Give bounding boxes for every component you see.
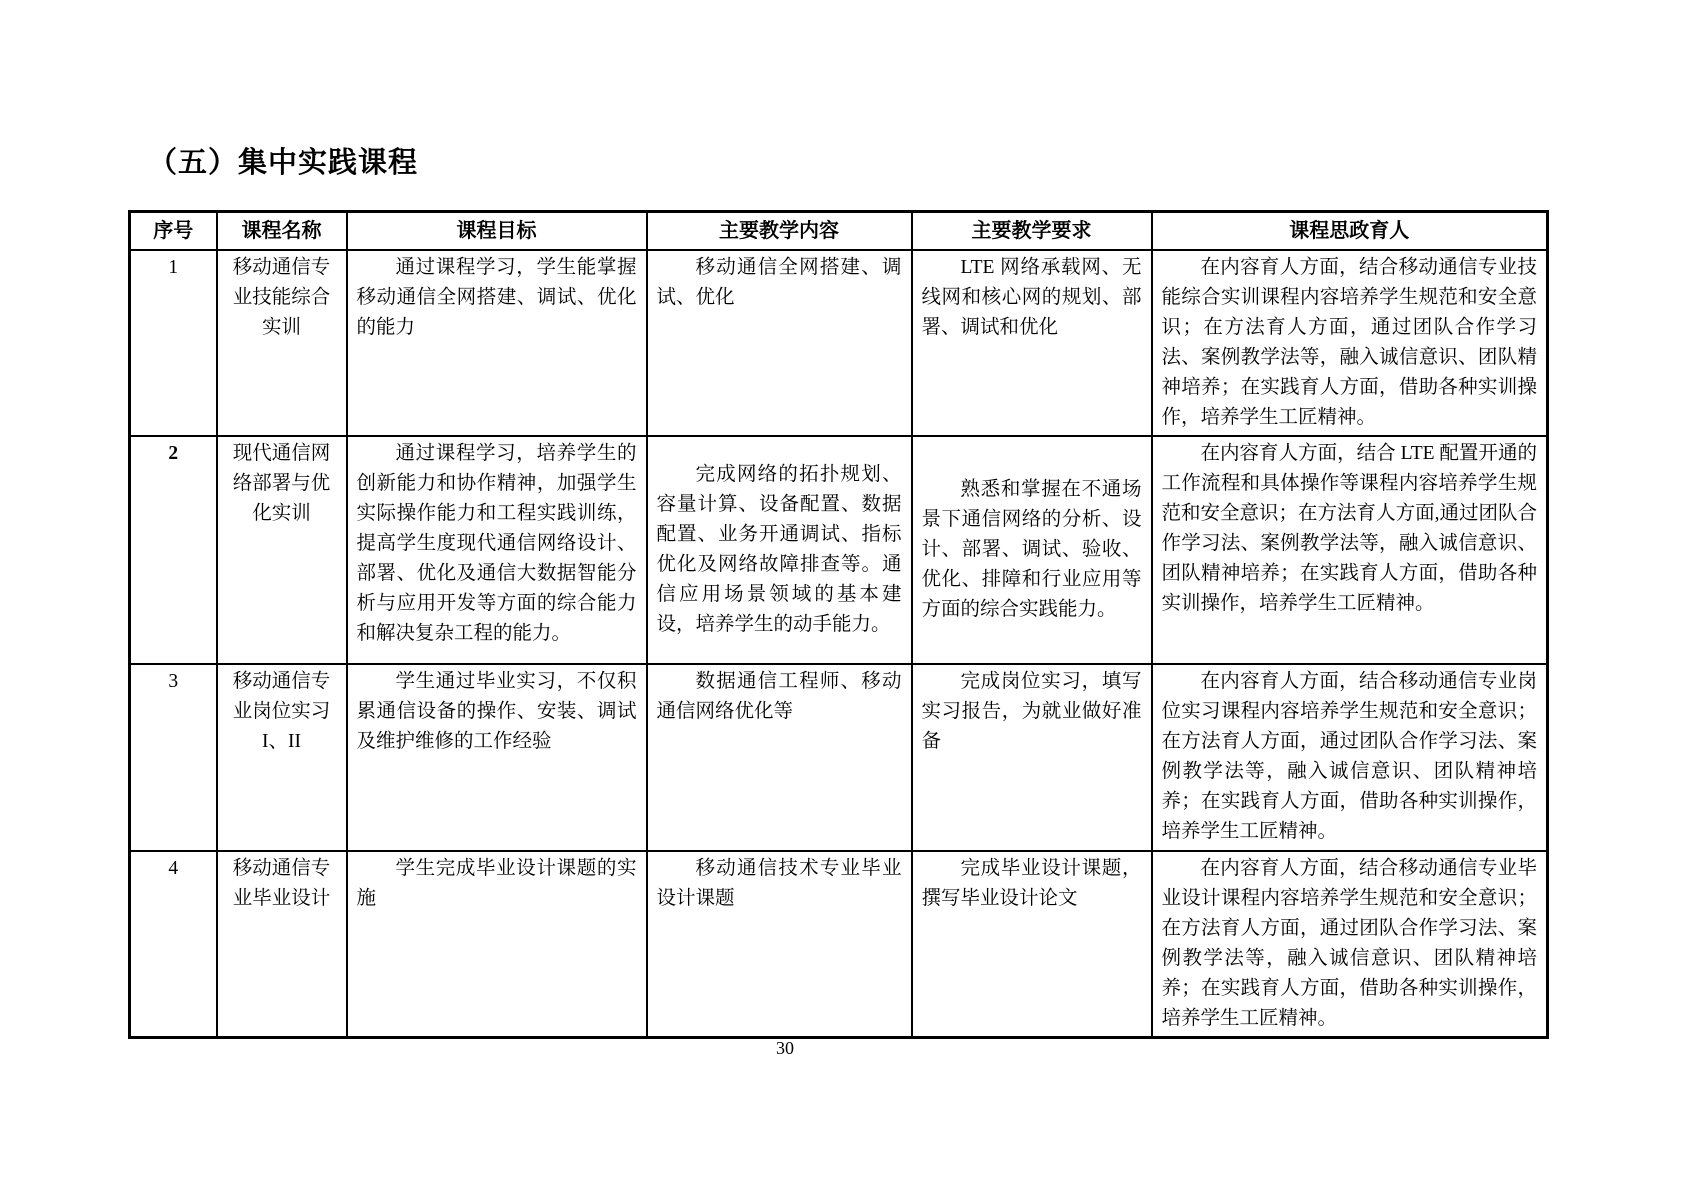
goal-text: 通过课程学习，学生能掌握移动通信全网搭建、调试、优化的能力 (356, 256, 637, 338)
content-text: 完成网络的拓扑规划、容量计算、设备配置、数据配置、业务开通调试、指标优化及网络故障排查等。通信应用场景领域的基本建设，培养学生的动手能力。 (656, 463, 902, 635)
cell-content (647, 250, 912, 436)
cell-no: 2 (130, 436, 217, 664)
cell-goal (347, 436, 647, 664)
cell-goal (347, 250, 647, 436)
cell-no: 3 (130, 664, 217, 851)
cell-ideology (1152, 250, 1548, 436)
requirement-text: 完成岗位实习，填写实习报告，为就业做好准备 (921, 670, 1142, 752)
ideology-text: 在内容育人方面，结合移动通信专业技能综合实训课程内容培养学生规范和安全意识；在方法育人方面，通过团队合作学习法、案例教学法等，融入诚信意识、团队精神培养；在实践育人方面，借助各种实训操作，培养学生工匠精神。 (1161, 256, 1537, 428)
column-header-content: 主要教学内容 (647, 212, 912, 250)
page-title: （五）集中实践课程 (148, 147, 419, 179)
column-header-requirement: 主要教学要求 (912, 212, 1152, 250)
cell-no: 1 (130, 250, 217, 436)
column-header-ideology: 课程思政育人 (1152, 212, 1548, 250)
cell-course-name: 现代通信网络部署与优化实训 (217, 436, 347, 664)
cell-ideology (1152, 851, 1548, 1038)
table-header-row (130, 212, 1548, 250)
cell-no: 4 (130, 851, 217, 1038)
content-text: 移动通信技术专业毕业设计课题 (656, 857, 902, 909)
ideology-text: 在内容育人方面，结合 LTE 配置开通的工作流程和具体操作等课程内容培养学生规范和安全意识；在方法育人方面,通过团队合作学习法、案例教学法等，融入诚信意识、团队精神培养；在实践育人方面，借助各种实训操作，培养学生工匠精神。 (1161, 442, 1537, 614)
cell-goal (347, 851, 647, 1038)
goal-text: 通过课程学习，培养学生的创新能力和协作精神，加强学生实际操作能力和工程实践训练，提高学生度现代通信网络设计、部署、优化及通信大数据智能分析与应用开发等方面的综合能力和解决复杂工程的能力。 (356, 442, 637, 644)
cell-requirement (912, 664, 1152, 851)
ideology-text: 在内容育人方面，结合移动通信专业岗位实习课程内容培养学生规范和安全意识；在方法育人方面，通过团队合作学习法、案例教学法等，融入诚信意识、团队精神培养；在实践育人方面，借助各种实训操作，培养学生工匠精神。 (1161, 670, 1537, 842)
cell-content (647, 851, 912, 1038)
table-row (130, 664, 1548, 851)
cell-course-name: 移动通信专业岗位实习 I、II (217, 664, 347, 851)
cell-requirement (912, 851, 1152, 1038)
cell-requirement (912, 436, 1152, 664)
cell-content (647, 664, 912, 851)
requirement-text: LTE 网络承载网、无线网和核心网的规划、部署、调试和优化 (921, 256, 1142, 338)
requirement-text: 完成毕业设计课题，撰写毕业设计论文 (921, 857, 1142, 909)
content-text: 移动通信全网搭建、调试、优化 (656, 256, 902, 308)
cell-ideology (1152, 436, 1548, 664)
table-row (130, 250, 1548, 436)
cell-requirement (912, 250, 1152, 436)
ideology-text: 在内容育人方面，结合移动通信专业毕业设计课程内容培养学生规范和安全意识；在方法育人方面，通过团队合作学习法、案例教学法等，融入诚信意识、团队精神培养；在实践育人方面，借助各种实训操作，培养学生工匠精神。 (1161, 857, 1537, 1029)
requirement-text: 熟悉和掌握在不通场景下通信网络的分析、设计、部署、调试、验收、优化、排障和行业应用等方面的综合实践能力。 (921, 478, 1142, 620)
table-row (130, 851, 1548, 1038)
cell-content (647, 436, 912, 664)
practice-course-table (128, 210, 1549, 1039)
column-header-goal: 课程目标 (347, 212, 647, 250)
cell-goal (347, 664, 647, 851)
goal-text: 学生通过毕业实习，不仅积累通信设备的操作、安装、调试及维护维修的工作经验 (356, 670, 637, 752)
page-number: 30 (776, 1038, 794, 1058)
cell-course-name: 移动通信专业技能综合实训 (217, 250, 347, 436)
table-row (130, 436, 1548, 664)
content-text: 数据通信工程师、移动通信网络优化等 (656, 670, 902, 722)
goal-text: 学生完成毕业设计课题的实施 (356, 857, 637, 909)
cell-course-name: 移动通信专业毕业设计 (217, 851, 347, 1038)
column-header-no: 序号 (130, 212, 217, 250)
cell-ideology (1152, 664, 1548, 851)
column-header-name: 课程名称 (217, 212, 347, 250)
